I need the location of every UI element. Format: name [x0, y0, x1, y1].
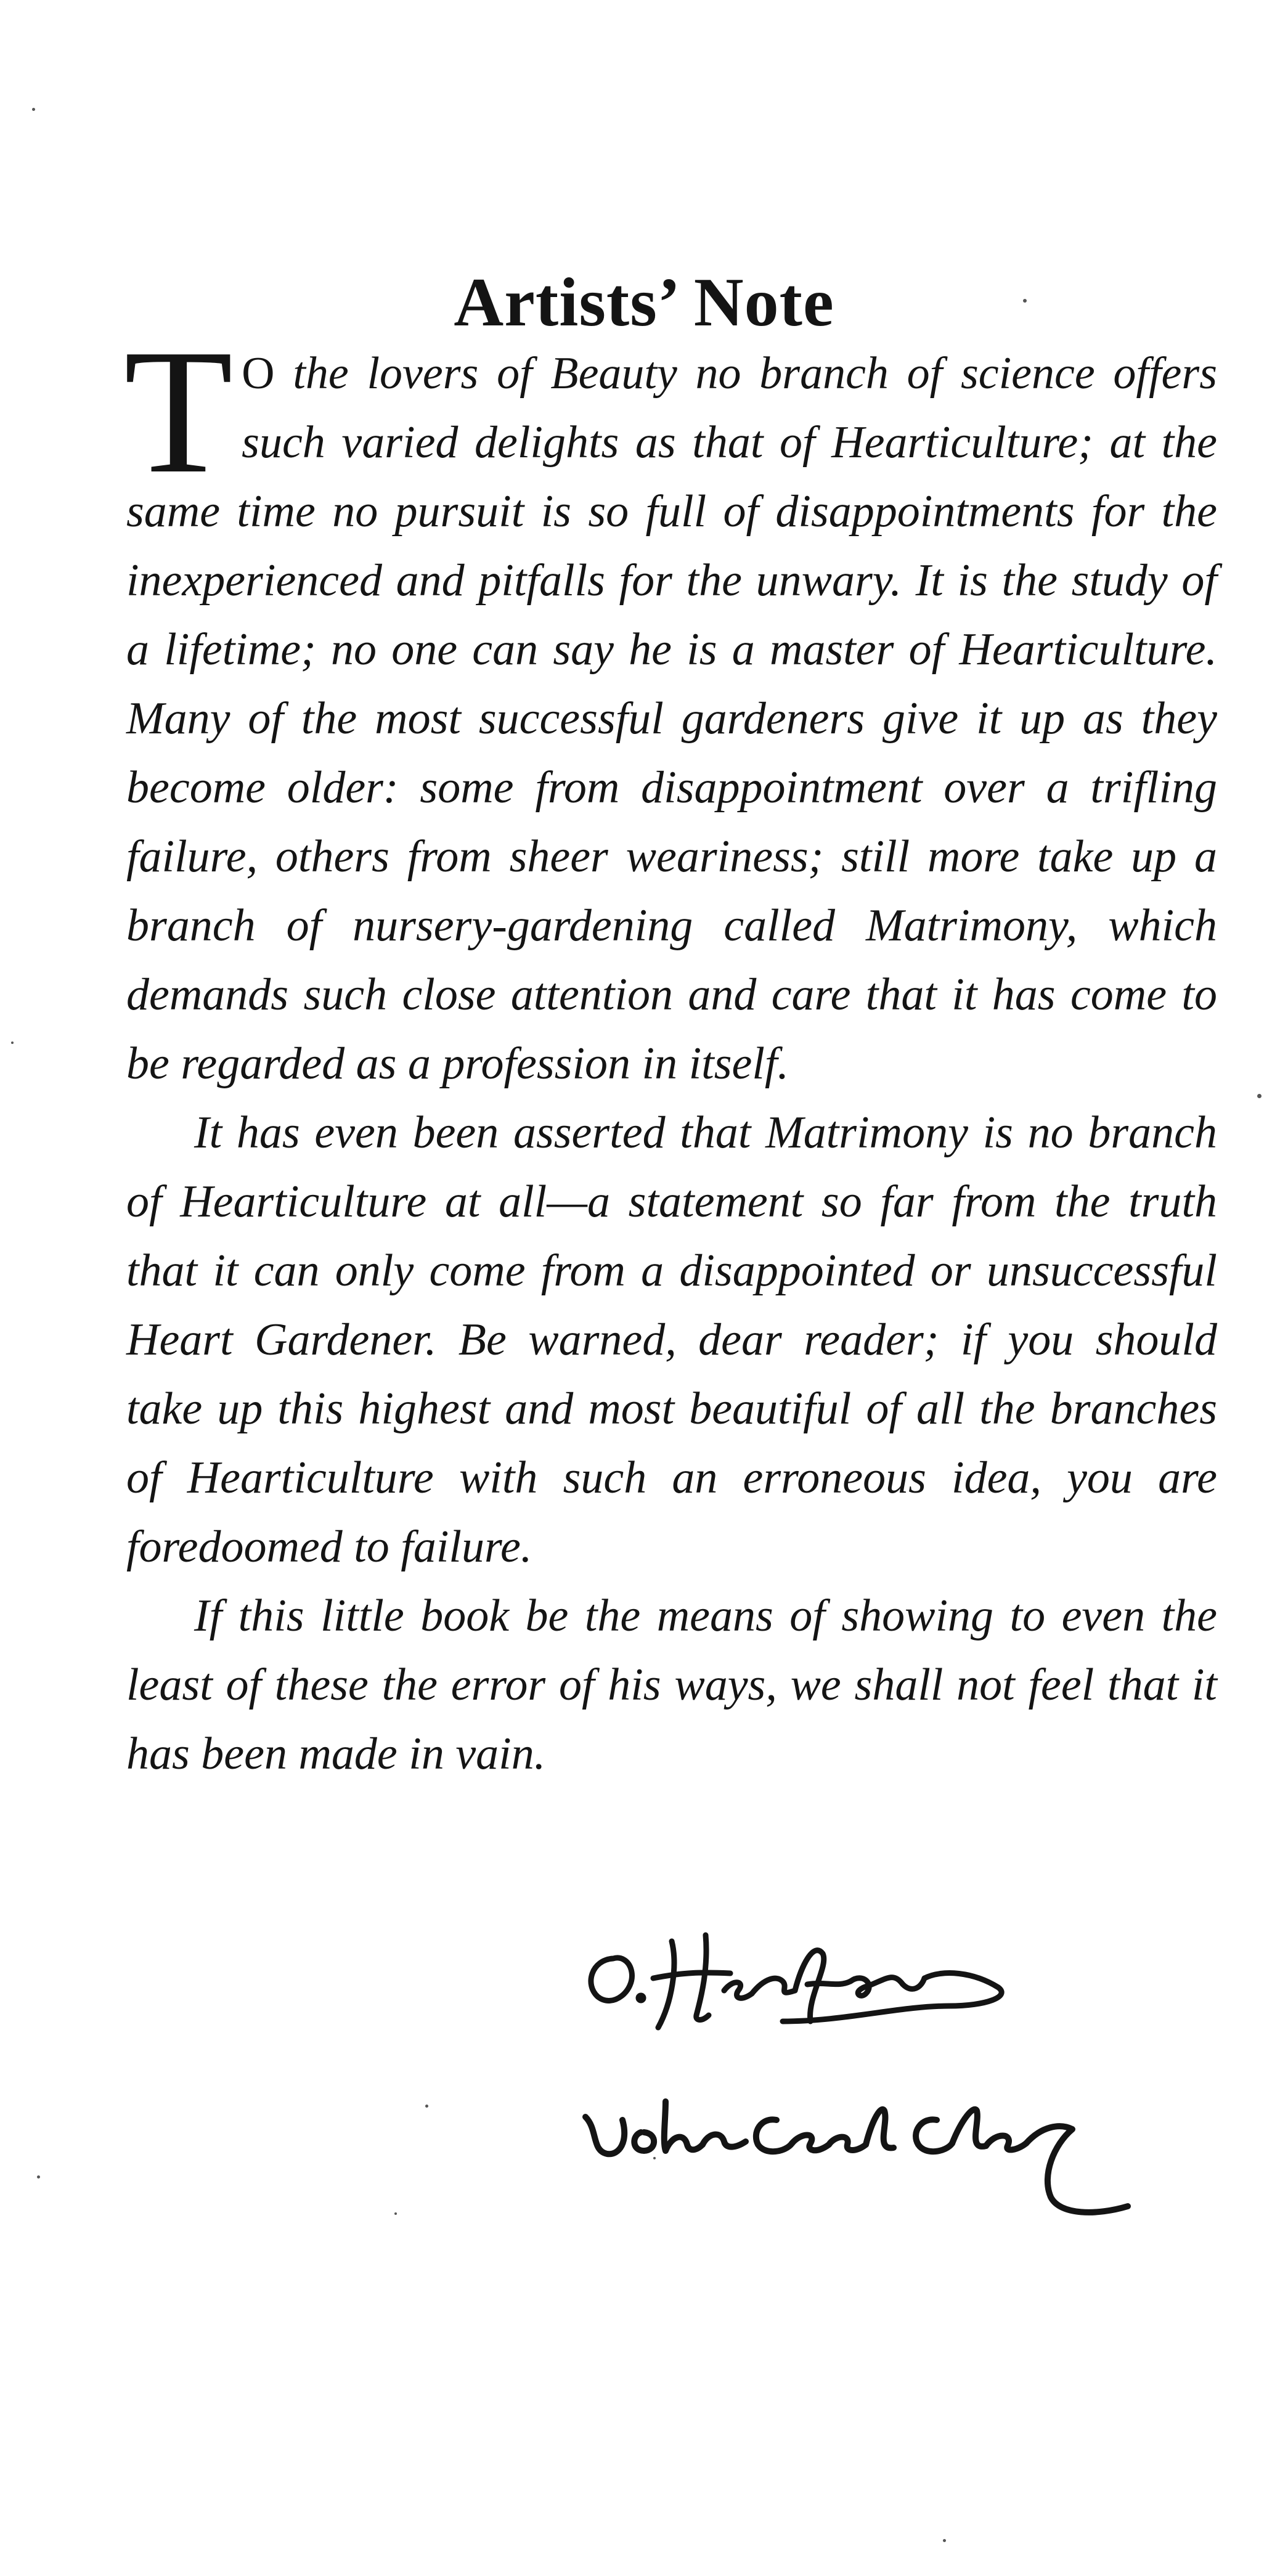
first-word-rest: O — [242, 348, 275, 399]
paper-speck — [425, 2105, 428, 2108]
signatures — [579, 1929, 1226, 2237]
signature-herford — [579, 1929, 1060, 2034]
paper-speck — [11, 1041, 14, 1044]
paper-speck — [1257, 1094, 1262, 1098]
body-text — [124, 312, 1217, 1788]
paper-speck — [1023, 299, 1027, 303]
page-title: Artists’ Note — [454, 264, 834, 341]
drop-cap: T — [124, 312, 234, 510]
paragraph-2: It has even been asserted that Matrimony is no branch of Hearticulture at all—a statement so far from the truth that it can only come from a disappointed or unsuccessful Heart Gardener. Be warned, dear reader; if you should take up this highest and most beautiful of all the branches of Hearticulture with such an erroneous idea, you are foredoomed to failure. — [126, 1107, 1217, 1572]
paragraph-1 — [124, 312, 1217, 1098]
paper-speck — [653, 2157, 656, 2159]
signature-clay — [573, 2083, 1202, 2225]
paragraph-1-text: the lovers of Beauty no branch of science offers such varied delights as that of Hearticulture; at the same time no pursuit is so full of disappointments for the inexperienced and pitfalls for the unwary. It is the study of a lifetime; no one can say he is a master of Hearticulture. Many of the most successful gardeners give it up as they become older: some from disappointment over a trifling failure, others from sheer weariness; still more take up a branch of nursery-gardening called Matrimony, which demands such close attention and care that it has come to be regarded as a profession in itself. — [126, 348, 1217, 1089]
paper-speck — [37, 2175, 40, 2179]
paragraph-3: If this little book be the means of showing to even the least of these the error of his ways, we shall not feel that it has been made in vain. — [126, 1591, 1217, 1779]
paper-speck — [943, 2539, 946, 2542]
paper-speck — [32, 108, 35, 111]
paper-speck — [394, 2212, 397, 2215]
